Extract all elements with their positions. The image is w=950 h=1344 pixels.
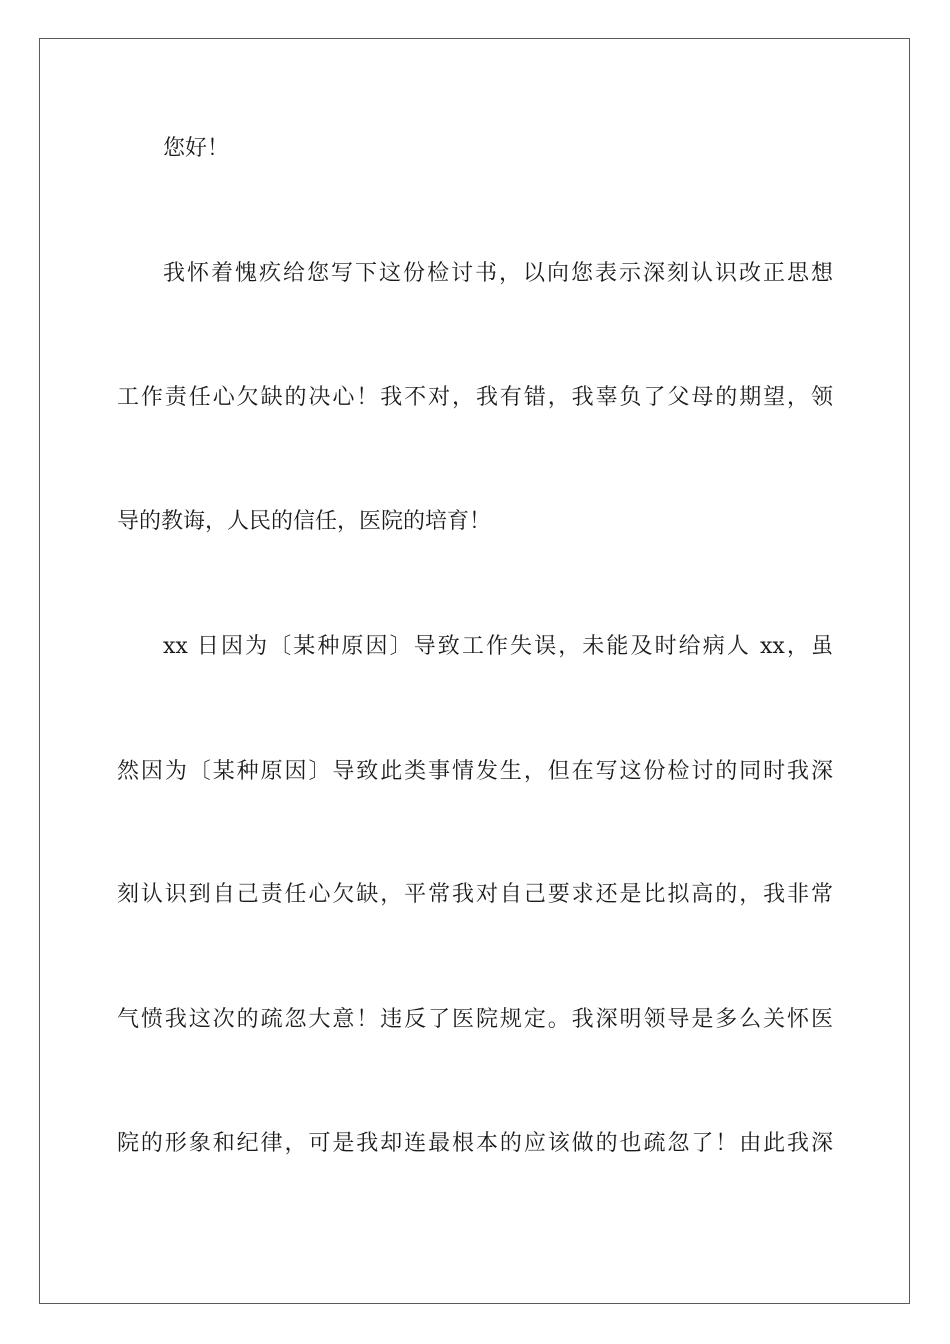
paragraph-line: 工作责任心欠缺的决心！我不对，我有错，我辜负了父母的期望，领 — [117, 385, 833, 410]
paragraph-line: 导的教诲，人民的信任，医院的培育！ — [117, 509, 492, 534]
page-border — [39, 38, 910, 1304]
paragraph-line: xx 日因为〔某种原因〕导致工作失误，未能及时给病人 xx，虽 — [163, 634, 833, 659]
paragraph-line: 气愤我这次的疏忽大意！违反了医院规定。我深明领导是多么关怀医 — [117, 1007, 833, 1032]
paragraph-line: 刻认识到自己责任心欠缺，平常我对自己要求还是比拟高的，我非常 — [117, 882, 833, 907]
paragraph-line: 然因为〔某种原因〕导致此类事情发生，但在写这份检讨的同时我深 — [117, 759, 833, 784]
paragraph-line: 院的形象和纪律，可是我却连最根本的应该做的也疏忽了！由此我深 — [117, 1131, 833, 1156]
paragraph-line: 我怀着愧疚给您写下这份检讨书，以向您表示深刻认识改正思想 — [163, 261, 833, 286]
greeting-line: 您好！ — [163, 136, 230, 161]
